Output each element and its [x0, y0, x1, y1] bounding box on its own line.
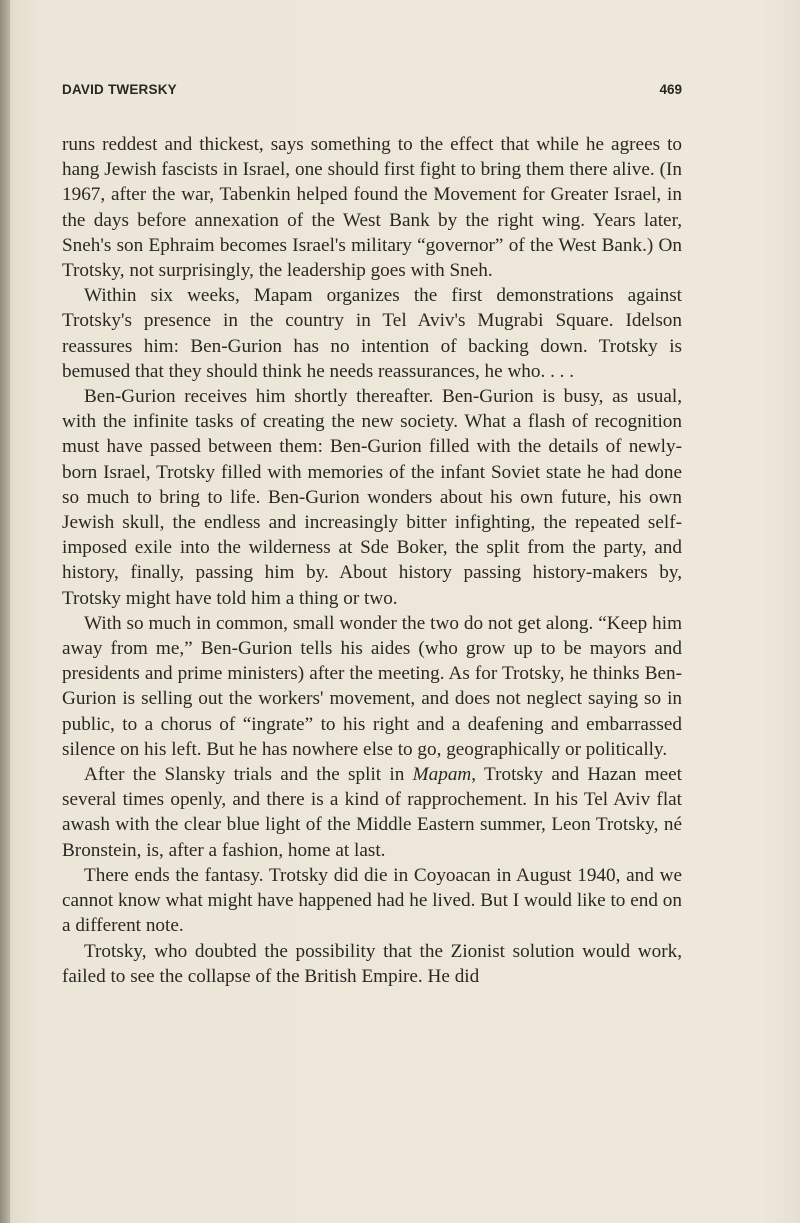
running-head [62, 82, 682, 104]
paragraph-1: runs reddest and thickest, says something to the effect that while he agrees to hang Jewish fascists in Israel, one should first fight to bring them there alive. (In 1967, after the war, Tabenkin helped found the Movement for Greater Israel, in the days before annexation of the West Bank by the right wing. Years later, Sneh's son Ephraim becomes Israel's military “governor” of the West Bank.) On Trotsky, not surprisingly, the leadership goes with Sneh. [62, 134, 682, 282]
book-spine-shadow [0, 0, 10, 1223]
paragraph-5-end: , Trotsky and Hazan meet several times openly, and there is a kind of rapprochement. In his Tel Aviv flat awash with the clear blue light of the Middle Eastern summer, Leon Trotsky, né Bronstein, is, after a fashion, home at last. [62, 764, 682, 861]
paragraph-5 [62, 762, 682, 863]
body-text [62, 132, 682, 989]
page-number: 469 [659, 82, 682, 97]
paragraph-4: With so much in common, small wonder the two do not get along. “Keep him away from me,” Ben-Gurion tells his aides (who grow up to be mayors and presidents and prime ministers) after the meeting. As for Trotsky, he thinks Ben-Gurion is selling out the workers' movement, and does not neglect saying so in public, to a chorus of “ingrate” to his right and a deafening and embarrassed silence on his left. But he has nowhere else to go, geographically or politically. [62, 612, 682, 760]
paragraph-5-italic: Mapam [412, 764, 472, 786]
paragraph-5-start: After the Slansky trials and the split in [84, 764, 413, 786]
paragraph-2: Within six weeks, Mapam organizes the first demonstrations against Trotsky's presence in the country in Tel Aviv's Mugrabi Square. Idelson reassures him: Ben-Gurion has no intention of backing down. Trotsky is bemused that they should think he needs reassurances, he who. . . . [62, 285, 682, 382]
paragraph-6: There ends the fantasy. Trotsky did die in Coyoacan in August 1940, and we cannot know what might have happened had he lived. But I would like to end on a different note. [62, 864, 682, 937]
paragraph-3: Ben-Gurion receives him shortly thereafter. Ben-Gurion is busy, as usual, with the infinite tasks of creating the new society. What a flash of recognition must have passed between them: Ben-Gurion filled with the details of newly-born Israel, Trotsky filled with memories of the infant Soviet state he had done so much to bring to life. Ben-Gurion wonders about his own future, his own Jewish skull, the endless and increasingly bitter infighting, the repeated self-imposed exile into the wilderness at Sde Boker, the split from the party, and history, finally, passing him by. About history passing history-makers by, Trotsky might have told him a thing or two. [62, 386, 682, 609]
running-head-author: DAVID TWERSKY [62, 82, 177, 97]
paragraph-7: Trotsky, who doubted the possibility that the Zionist solution would work, failed to see the collapse of the British Empire. He did [62, 940, 682, 987]
